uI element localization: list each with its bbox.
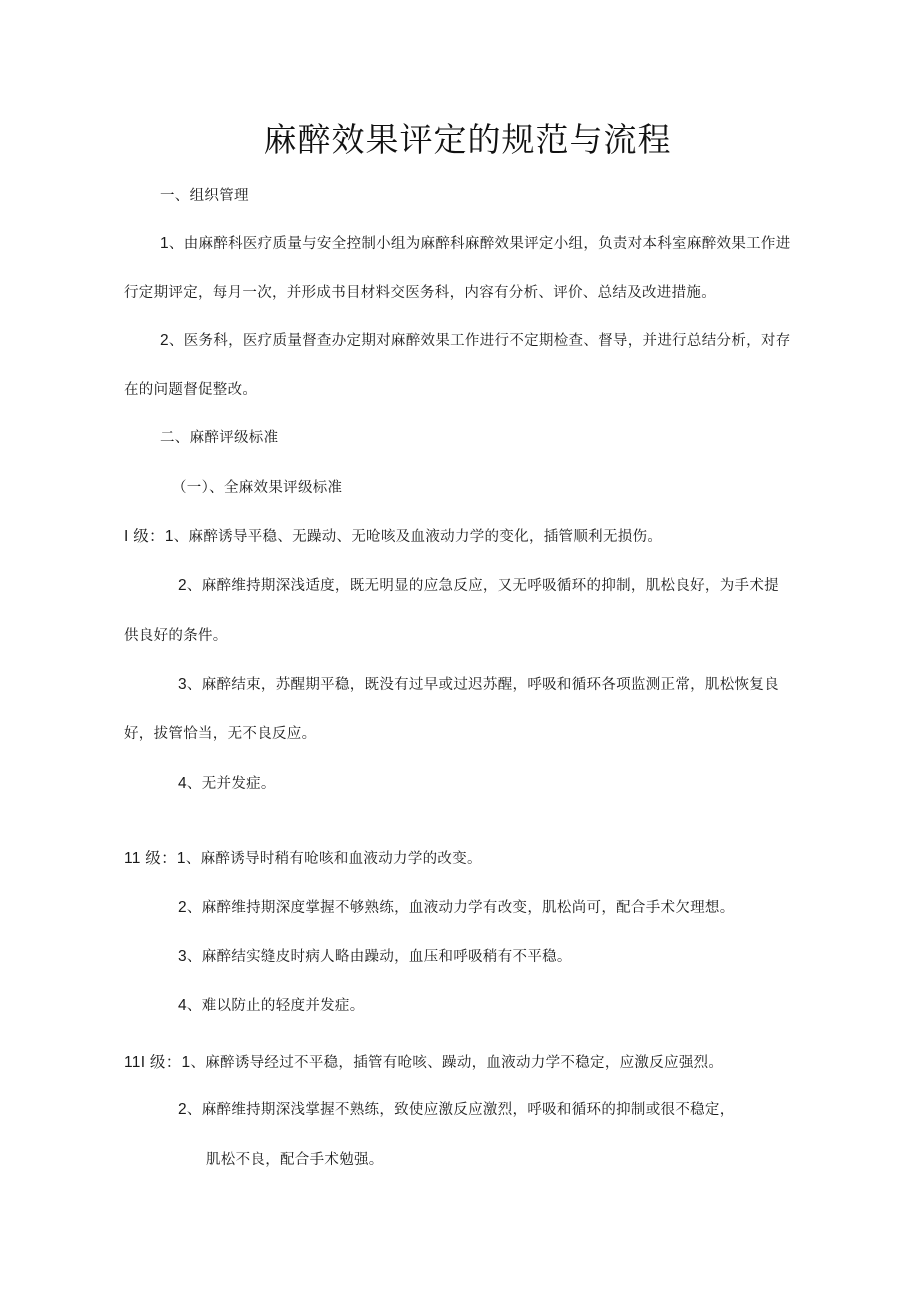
item-text: 、麻醉维持期深度掌握不够熟练，血液动力学有改变，肌松尚可，配合手术欠理想。 (186, 900, 735, 916)
level-label: 11I 级： (124, 1054, 182, 1071)
item-number: 2 (178, 899, 187, 916)
item-number: 2 (178, 577, 187, 594)
level3-item2-line2: 肌松不良，配合手术勉强。 (206, 1152, 384, 1168)
item-text: 、麻醉结束，苏醒期平稳，既没有过早或过迟苏醒，呼吸和循环各项监测正常，肌松恢复良 (186, 677, 779, 693)
item-text: 、麻醉维持期深浅适度，既无明显的应急反应，又无呼吸循环的抑制，肌松良好，为手术提 (186, 578, 779, 594)
item-text: 、麻醉诱导时稍有呛咳和血液动力学的改变。 (185, 851, 482, 867)
item-number: 1 (164, 528, 174, 545)
item-text: 、医务科，医疗质量督查办定期对麻醉效果工作进行不定期检查、督导，并进行总结分析，对存 (168, 333, 791, 349)
item-text: 、麻醉诱导平稳、无躁动、无呛咳及血液动力学的变化，插管顺利无损伤。 (173, 529, 663, 545)
level1-item3-line2: 好，拔管恰当，无不良反应。 (124, 726, 317, 742)
section1-item2-line1 (160, 331, 791, 351)
item-number: 1 (181, 1054, 191, 1071)
level1-item1 (124, 527, 662, 547)
section1-item1-line2: 行定期评定，每月一次，并形成书目材料交医务科，内容有分析、评价、总结及改进措施。 (124, 285, 716, 301)
item-number: 2 (160, 332, 169, 349)
level-label: I 级： (124, 528, 165, 545)
level2-item1 (124, 849, 482, 869)
level1-item2-line1 (178, 576, 779, 596)
item-text: 、麻醉维持期深浅掌握不熟练，致使应激反应激烈，呼吸和循环的抑制或很不稳定， (186, 1102, 735, 1118)
item-text: 、难以防止的轻度并发症。 (186, 998, 365, 1014)
level1-item2-line2: 供良好的条件。 (124, 628, 228, 644)
item-number: 2 (178, 1101, 187, 1118)
level2-item3 (178, 947, 572, 967)
section2-subheading: （一）、全麻效果评级标准 (172, 480, 343, 496)
item-text: 、麻醉结实缝皮时病人略由躁动，血压和呼吸稍有不平稳。 (186, 949, 572, 965)
level-label: 11 级： (124, 850, 177, 867)
page-title: 麻醉效果评定的规范与流程 (263, 120, 672, 159)
item-text: 、由麻醉科医疗质量与安全控制小组为麻醉科麻醉效果评定小组，负责对本科室麻醉效果工作进 (168, 236, 791, 252)
item-text: 、麻醉诱导经过不平稳，插管有呛咳、躁动，血液动力学不稳定，应激反应强烈。 (190, 1055, 724, 1071)
level2-item2 (178, 898, 735, 918)
item-number: 1 (176, 850, 186, 867)
item-number: 3 (178, 948, 187, 965)
section1-item2-line2: 在的问题督促整改。 (124, 382, 258, 398)
section1-item1-line1 (160, 234, 791, 254)
section2-heading: 二、麻醉评级标准 (160, 430, 279, 446)
level3-item1 (124, 1053, 723, 1073)
item-text: 、无并发症。 (186, 776, 276, 792)
level2-item4 (178, 996, 365, 1016)
item-number: 4 (178, 997, 187, 1014)
section1-heading: 一、组织管理 (160, 188, 249, 204)
item-number: 3 (178, 676, 187, 693)
item-number: 1 (160, 235, 169, 252)
item-number: 4 (178, 775, 187, 792)
level1-item4 (178, 774, 276, 794)
level3-item2-line1 (178, 1100, 735, 1120)
level1-item3-line1 (178, 675, 779, 695)
